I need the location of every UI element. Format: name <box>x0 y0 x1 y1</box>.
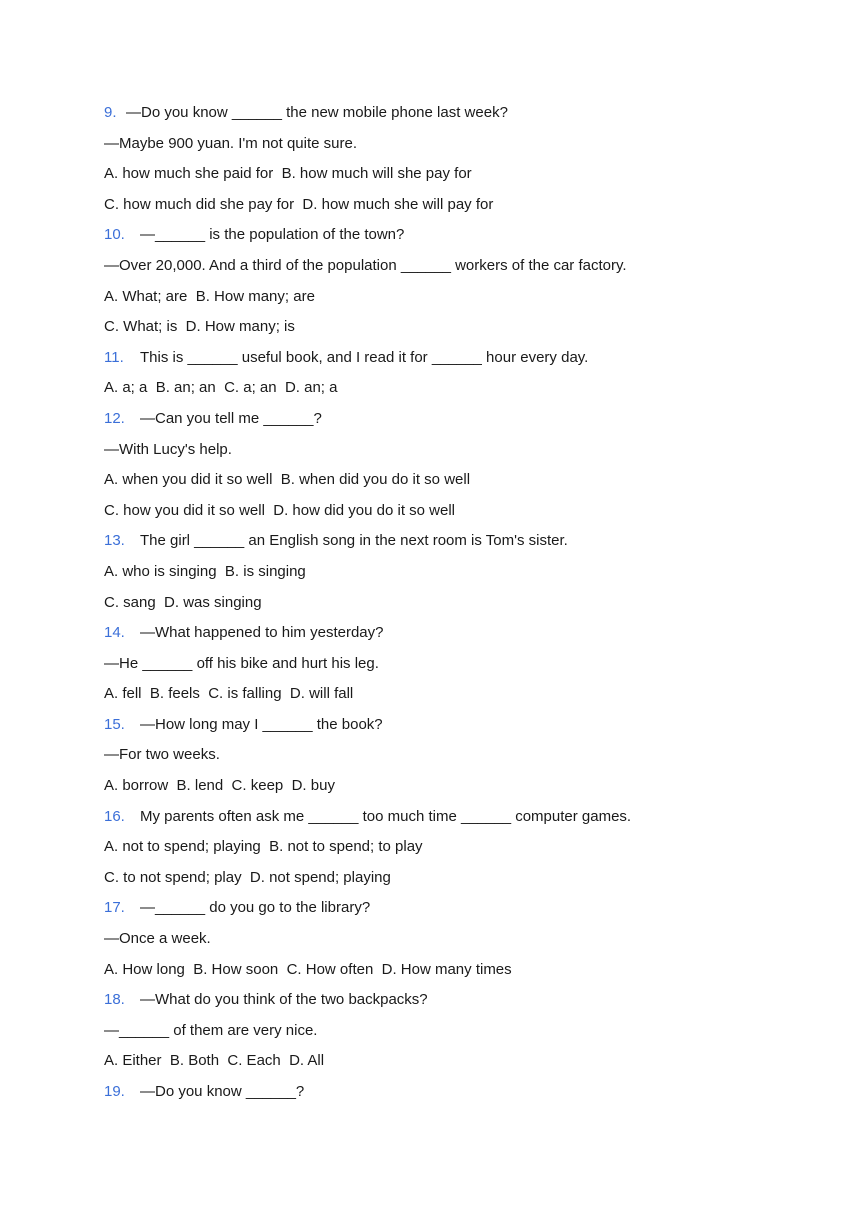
answer-line <box>104 832 804 863</box>
answer-line <box>104 496 804 527</box>
answer-line <box>104 955 804 986</box>
question-text: —Do you know ______ the new mobile phone last week? <box>126 104 508 121</box>
question-text: —How long may I ______ the book? <box>140 715 383 733</box>
line-text: A. a; a B. an; an C. a; an D. an; a <box>104 379 338 397</box>
question-text: —What do you think of the two backpacks? <box>140 991 428 1009</box>
answer-line <box>104 771 804 802</box>
line-text: C. how you did it so well D. how did you do it so well <box>104 501 455 519</box>
question-number: 12. <box>104 409 125 427</box>
question-line <box>104 1077 804 1108</box>
answer-line <box>104 649 804 680</box>
question-text: —Can you tell me ______? <box>140 409 322 427</box>
line-text: A. how much she paid for B. how much will she pay for <box>104 165 472 183</box>
question-number: 16. <box>104 807 125 825</box>
answer-line <box>104 924 804 955</box>
question-text: This is ______ useful book, and I read it for ______ hour every day. <box>140 348 589 366</box>
answer-line <box>104 190 804 221</box>
line-text: A. What; are B. How many; are <box>104 287 315 305</box>
line-text: C. sang D. was singing <box>104 593 262 611</box>
line-text: —With Lucy's help. <box>104 440 232 458</box>
question-text: The girl ______ an English song in the next room is Tom's sister. <box>140 532 568 550</box>
question-text: —What happened to him yesterday? <box>140 624 384 642</box>
line-text: —Once a week. <box>104 930 211 948</box>
question-line <box>104 98 804 129</box>
line-text: A. Either B. Both C. Each D. All <box>104 1052 325 1070</box>
line-text: —Over 20,000. And a third of the population ______ workers of the car factory. <box>104 256 627 274</box>
line-text: A. not to spend; playing B. not to spend; to play <box>104 838 423 856</box>
question-line <box>104 618 804 649</box>
line-text: C. to not spend; play D. not spend; playing <box>104 868 391 886</box>
answer-line <box>104 282 804 313</box>
question-line <box>104 404 804 435</box>
question-line <box>104 526 804 557</box>
line-text: C. how much did she pay for D. how much she will pay for <box>104 195 494 213</box>
line-text: A. who is singing B. is singing <box>104 562 306 580</box>
question-text: —______ do you go to the library? <box>140 899 371 917</box>
answer-line <box>104 1046 804 1077</box>
answer-line <box>104 740 804 771</box>
question-number: 9. <box>104 104 117 121</box>
line-text: —For two weeks. <box>104 746 220 764</box>
question-number: 14. <box>104 624 125 642</box>
question-number: 11. <box>104 348 124 366</box>
question-number: 10. <box>104 226 125 244</box>
line-text: —______ of them are very nice. <box>104 1021 318 1039</box>
question-number: 15. <box>104 715 125 733</box>
question-line <box>104 710 804 741</box>
question-line <box>104 893 804 924</box>
line-text: —He ______ off his bike and hurt his leg. <box>104 654 379 672</box>
document-body <box>104 98 804 1108</box>
answer-line <box>104 465 804 496</box>
line-text: A. borrow B. lend C. keep D. buy <box>104 777 335 795</box>
answer-line <box>104 373 804 404</box>
line-text: —Maybe 900 yuan. I'm not quite sure. <box>104 134 358 152</box>
answer-line <box>104 1016 804 1047</box>
answer-line <box>104 129 804 160</box>
question-line <box>104 985 804 1016</box>
question-text: —Do you know ______? <box>140 1083 305 1100</box>
question-text: —______ is the population of the town? <box>140 226 405 244</box>
answer-line <box>104 863 804 894</box>
answer-line <box>104 312 804 343</box>
question-number: 18. <box>104 991 125 1009</box>
answer-line <box>104 435 804 466</box>
question-text: My parents often ask me ______ too much time ______ computer games. <box>140 807 632 825</box>
line-text: A. when you did it so well B. when did you do it so well <box>104 471 471 489</box>
line-text: A. fell B. feels C. is falling D. will fall <box>104 685 354 703</box>
answer-line <box>104 557 804 588</box>
question-line <box>104 220 804 251</box>
question-number: 13. <box>104 532 125 550</box>
line-text: A. How long B. How soon C. How often D. How many times <box>104 960 512 978</box>
answer-line <box>104 588 804 619</box>
answer-line <box>104 251 804 282</box>
question-number: 19. <box>104 1083 125 1100</box>
answer-line <box>104 679 804 710</box>
line-text: C. What; is D. How many; is <box>104 318 295 336</box>
answer-line <box>104 159 804 190</box>
question-line <box>104 802 804 833</box>
question-line <box>104 343 804 374</box>
question-number: 17. <box>104 899 125 917</box>
